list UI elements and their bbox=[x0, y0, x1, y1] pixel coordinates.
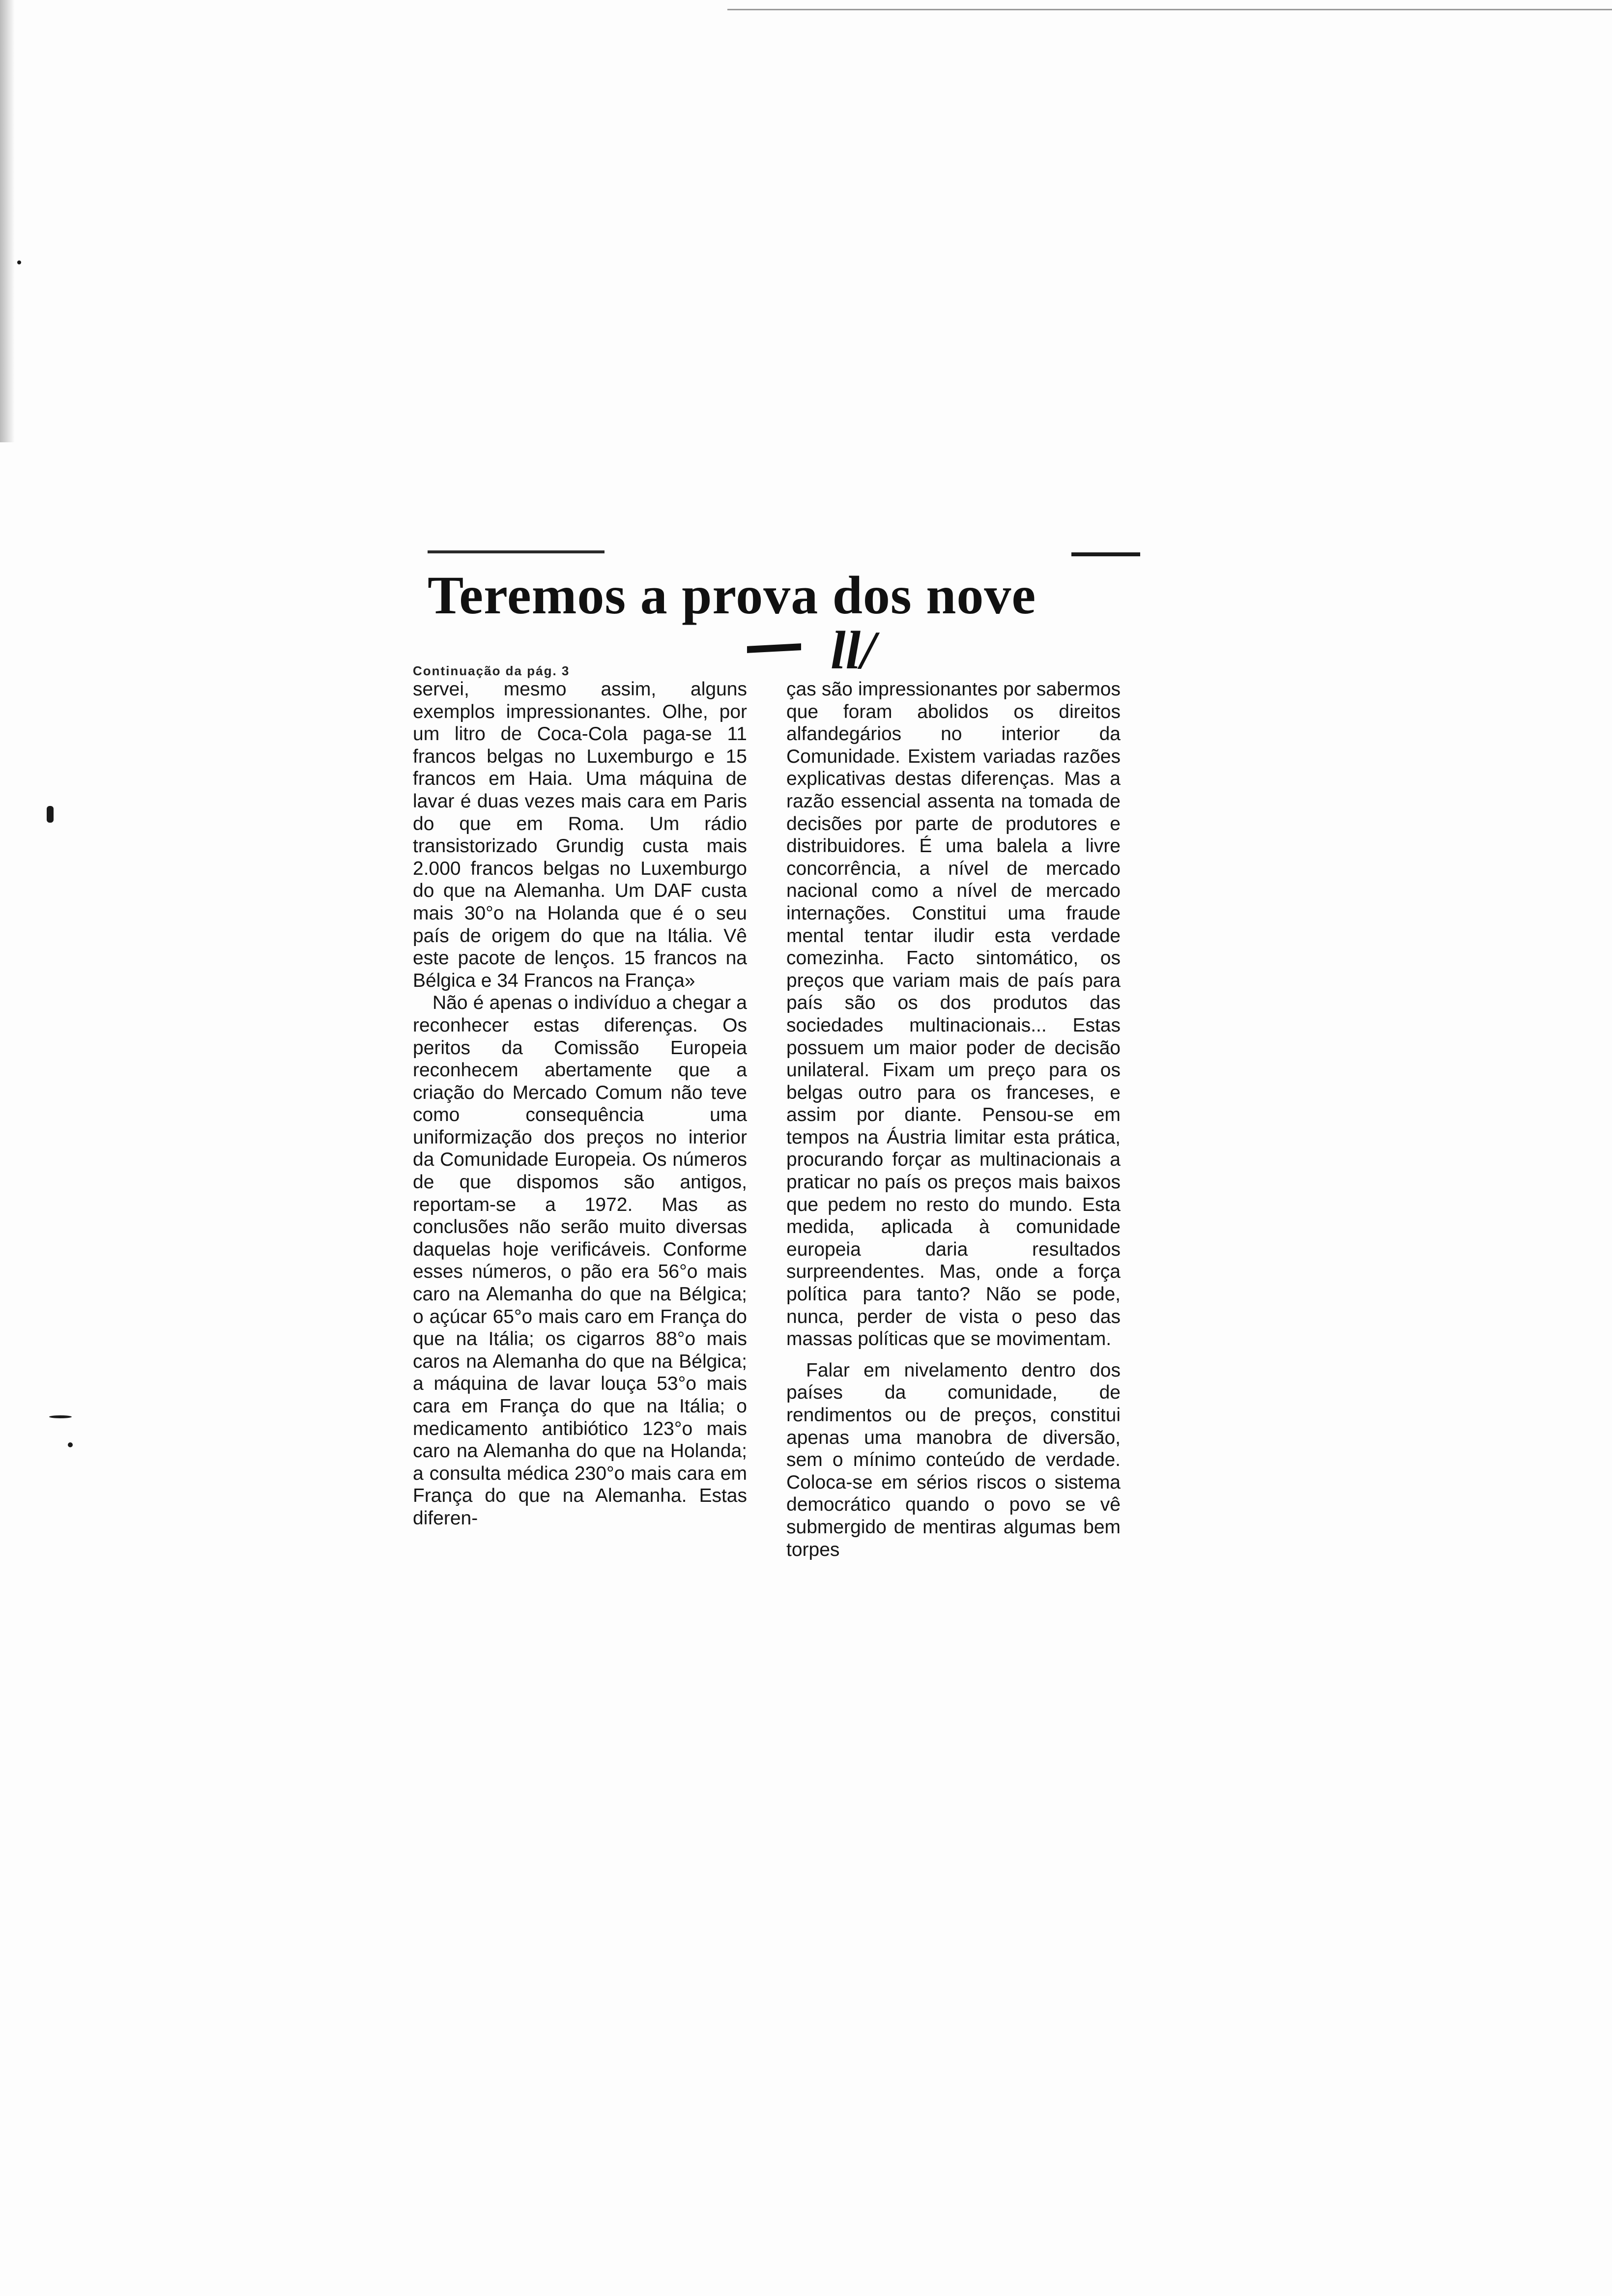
scan-border-line bbox=[727, 9, 1612, 10]
headline-top-rule bbox=[428, 550, 604, 553]
newspaper-clipping bbox=[374, 541, 1184, 1745]
handwritten-mark: ll/ bbox=[831, 620, 876, 680]
paragraph: Falar em nivelamento dentro dos países da comunidade, de rendimentos ou de preços, constitui apenas uma manobra de diversão, sem o mínimo conteúdo de verdade. Coloca-se em sérios riscos o sistema democrático quando o povo se vê submergido de mentiras algumas bem torpes bbox=[786, 1359, 1121, 1560]
scan-speck bbox=[49, 1415, 72, 1418]
scan-speck bbox=[17, 260, 21, 264]
article-column-left bbox=[413, 678, 747, 1530]
continuation-note: Continuação da pág. 3 bbox=[413, 663, 570, 678]
paragraph: Não é apenas o indivíduo a chegar a reconhecer estas diferenças. Os peritos da Comissão Europeia reconhecem abertamente que a criação do Mercado Comum não teve como consequência uma uniformização dos preços no interior da Comunidade Europeia. Os números de que dispomos são antigos, reportam-se a 1972. Mas as conclusões não serão muito diversas daquelas hoje verificáveis. Conforme esses números, o pão era 56°o mais caro na Alemanha do que na Bélgica; o açúcar 65°o mais caro em França do que na Itália; os cigarros 88°o mais caros na Alemanha do que na Bélgica; a máquina de lavar louça 53°o mais cara em França do que na Itália; o medicamento antibiótico 123°o mais caro na Alemanha do que na Holanda; a consulta médica 230°o mais cara em França do que na Alemanha. Estas diferen- bbox=[413, 992, 747, 1529]
article-column-right bbox=[786, 678, 1121, 1561]
paragraph: servei, mesmo assim, alguns exemplos impressionantes. Olhe, por um litro de Coca-Cola paga-se 11 francos belgas no Luxemburgo e 15 francos em Haia. Uma máquina de lavar é duas vezes mais cara em Paris do que em Roma. Um rádio transistorizado Grundig custa mais 2.000 francos belgas no Luxemburgo do que na Alemanha. Um DAF custa mais 30°o na Holanda que é o seu país de origem do que na Itália. Vê este pacote de lenços. 15 francos na Bélgica e 34 Francos na França» bbox=[413, 679, 747, 991]
scan-speck bbox=[47, 806, 54, 823]
handwritten-dash bbox=[747, 643, 801, 653]
scan-speck bbox=[68, 1442, 73, 1447]
headline: Teremos a prova dos nove bbox=[428, 565, 1036, 625]
headline-top-rule bbox=[1071, 552, 1140, 556]
scan-edge-shadow bbox=[0, 0, 15, 442]
paragraph: ças são impressionantes por sabermos que foram abolidos os direitos alfandegários no interior da Comunidade. Existem variadas razões explicativas destas diferenças. Mas a razão essencial assenta na tomada de decisões por parte de produtores e distribuidores. É uma balela a livre concorrência, a nível de mercado nacional como a nível de mercado internações. Constitui uma fraude mental tentar iludir esta verdade comezinha. Facto sintomático, os preços que variam mais de país para país são os dos produtos das sociedades multinacionais... Estas possuem um maior poder de decisão unilateral. Fixam um preço para os belgas outro para os franceses, e assim por diante. Pensou-se em tempos na Áustria limitar esta prática, procurando forçar as multinacionais a praticar no país os preços mais baixos que pedem no resto do mundo. Esta medida, aplicada à comunidade europeia daria resultados surpreendentes. Mas, onde a força política para tanto? Não se pode, nunca, perder de vista o peso das massas políticas que se movimentam. bbox=[786, 679, 1121, 1350]
